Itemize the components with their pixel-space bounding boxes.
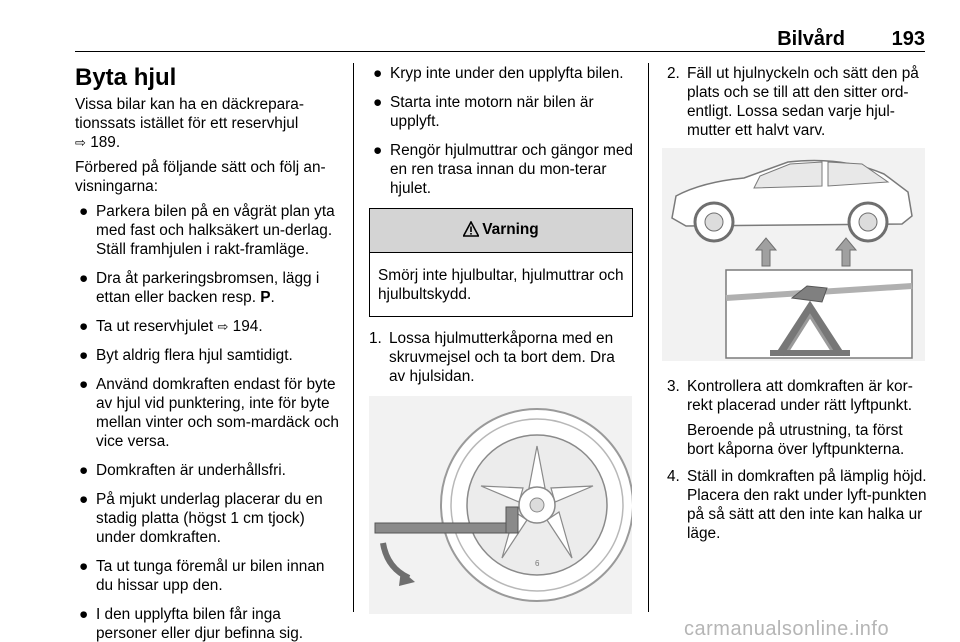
column-divider (353, 63, 354, 612)
wheel-trim-removal-illustration (369, 396, 632, 614)
column-1 (75, 64, 343, 642)
safety-list (369, 64, 633, 198)
warning-title: Varning (482, 221, 539, 238)
section-title: Bilvård (777, 28, 845, 50)
bullet-icon: ● (79, 558, 89, 575)
warning-header (370, 209, 632, 253)
jack-position-illustration (662, 148, 925, 361)
column-divider (648, 63, 649, 612)
bullet-icon: ● (79, 606, 89, 623)
step-text: Ställ in domkraften på lämplig höjd. Placera den rakt under lyft-punkten på så sätt att den inte kan halka ur läge. (687, 468, 927, 542)
step-item (369, 329, 633, 386)
bullet-icon: ● (373, 142, 383, 159)
page-header (75, 28, 925, 50)
list-item: ● Ta ut tunga föremål ur bilen innan du hissar upp den. (79, 558, 325, 594)
intro-paragraph (75, 95, 343, 152)
bullet-icon: ● (373, 65, 383, 82)
step-item (667, 377, 927, 459)
intro-text: Vissa bilar kan ha en däckrepara-tionssats istället för ett reservhjul (75, 96, 304, 132)
bullet-icon: ● (79, 318, 89, 335)
bullet-icon: ● (79, 462, 89, 479)
warning-triangle-icon (463, 221, 479, 242)
step-number: 3. (667, 378, 680, 395)
step-item (667, 467, 927, 543)
instruction-paragraph: Förbered på följande sätt och följ an-visningarna: (75, 159, 326, 195)
cross-reference[interactable]: 194. (232, 318, 263, 335)
bullet-icon: ● (79, 491, 89, 508)
step-text: Kontrollera att domkraften är kor-rekt placerad under rätt lyftpunkt. (687, 378, 913, 414)
column-3 (667, 64, 927, 551)
steps-list (667, 64, 927, 140)
list-item: ● Ta ut reservhjulet ⇨ 194. (79, 318, 263, 335)
step-item (667, 64, 927, 140)
step-note: Beroende på utrustning, ta först bort kåporna över lyftpunkterna. (687, 422, 905, 458)
step-text: Lossa hjulmutterkåporna med en skruvmejsel och ta bort dem. Dra av hjulsidan. (389, 330, 615, 385)
list-item: ● Rengör hjulmuttrar och gängor med en ren trasa innan du mon-terar hjulet. (373, 142, 633, 197)
list-item: ● Domkraften är underhållsfri. (79, 462, 286, 479)
list-item: ● Starta inte motorn när bilen är upplyft. (373, 94, 594, 130)
bullet-icon: ● (373, 94, 383, 111)
steps-list (369, 329, 633, 386)
step-text: Fäll ut hjulnyckeln och sätt den på plats och se till att den sitter ord-entligt. Lossa sedan varje hjul-mutter ett halvt varv. (687, 65, 919, 139)
step-number: 1. (369, 330, 382, 347)
page-number: 193 (891, 28, 925, 50)
step-number: 2. (667, 65, 680, 82)
bullet-icon: ● (79, 376, 89, 393)
warning-text: Smörj inte hjulbultar, hjulmuttrar och hjulbultskydd. (378, 267, 624, 303)
list-item: ● Kryp inte under den upplyfta bilen. (373, 65, 624, 82)
list-item: ● Byt aldrig flera hjul samtidigt. (79, 347, 293, 364)
step-number: 4. (667, 468, 680, 485)
car-jack-illustration (662, 148, 925, 361)
preparation-list (75, 202, 343, 642)
cross-reference[interactable]: 189. (90, 134, 121, 151)
bullet-icon: ● (79, 203, 89, 220)
wheel-illustration (369, 396, 632, 614)
cross-reference-arrow-icon: ⇨ (217, 319, 229, 334)
svg-text:6: 6 (535, 559, 540, 568)
list-item: ● Parkera bilen på en vågrät plan yta med fast och halksäkert un-derlag. Ställ framhjulen i rakt-framläge. (79, 203, 335, 258)
gear-label: P (260, 289, 271, 306)
bullet-icon: ● (79, 347, 89, 364)
list-item: ● Använd domkraften endast för byte av hjul vid punktering, inte för byte mellan vinter och som-mardäck och vice versa. (79, 376, 339, 450)
cross-reference-arrow-icon: ⇨ (75, 135, 86, 150)
warning-box (369, 208, 633, 317)
page-title: Byta hjul (75, 64, 177, 91)
bullet-icon: ● (79, 270, 89, 287)
list-item: ● I den upplyfta bilen får inga personer eller djur befinna sig. (79, 606, 304, 642)
list-item: ● Dra åt parkeringsbromsen, lägg i ettan eller backen resp. P. (79, 270, 320, 306)
watermark: carmanualsonline.info (684, 618, 890, 640)
column-2 (369, 64, 633, 614)
header-rule (75, 51, 925, 52)
steps-list (667, 377, 927, 543)
list-item: ● På mjukt underlag placerar du en stadig platta (högst 1 cm tjock) under domkraften. (79, 491, 323, 546)
